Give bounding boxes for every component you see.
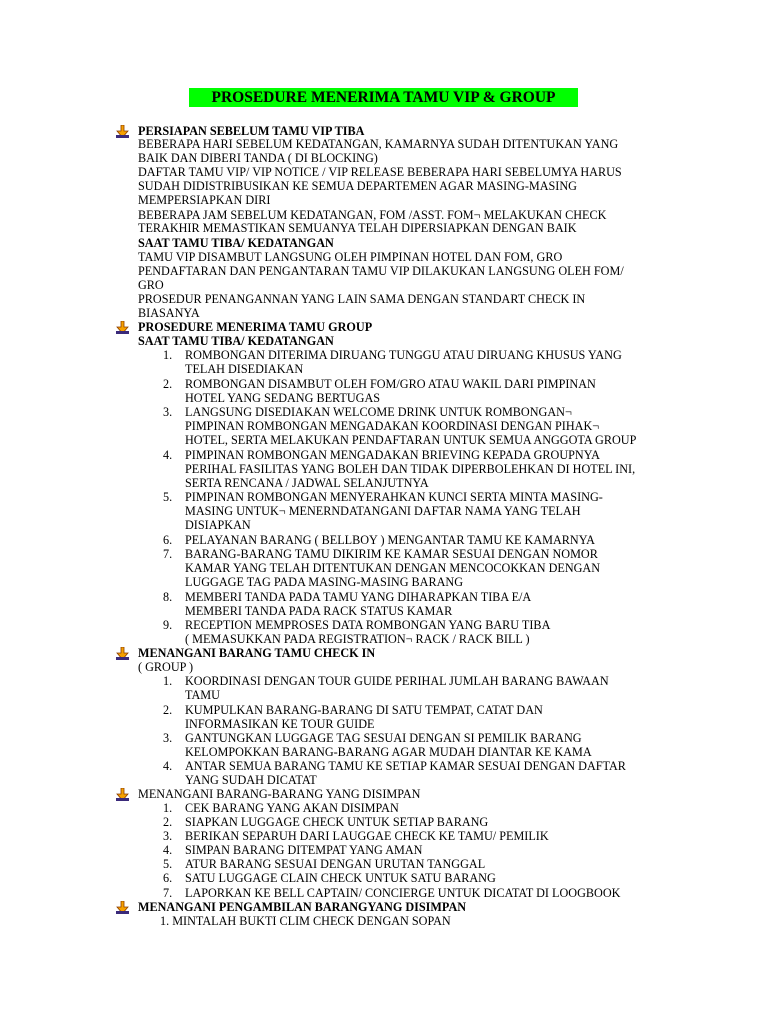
text-line: TELAH DISEDIAKAN	[185, 362, 304, 376]
text-line: PIMPINAN ROMBONGAN MENYERAHKAN KUNCI SERTA MINTA MASING-	[185, 490, 603, 504]
text-line: PROSEDURE MENERIMA TAMU GROUP	[138, 320, 373, 334]
text-line: SUDAH DIDISTRIBUSIKAN KE SEMUA DEPARTEMEN AGAR MASING-MASING	[138, 179, 577, 193]
arrow-bullet-icon	[116, 901, 129, 914]
text-line: SERTA RENCANA / JADWAL SELANJUTNYA	[185, 476, 429, 490]
text-line: CEK BARANG YANG AKAN DISIMPAN	[185, 801, 399, 815]
list-number: 3.	[163, 731, 173, 745]
text-line: ( MEMASUKKAN PADA REGISTRATION¬ RACK / RACK BILL )	[185, 632, 530, 646]
arrow-bullet-icon	[116, 647, 129, 660]
text-line: SAAT TAMU TIBA/ KEDATANGAN	[138, 236, 334, 250]
text-line: LANGSUNG DISEDIAKAN WELCOME DRINK UNTUK ROMBONGAN¬	[185, 405, 572, 419]
text-line: GANTUNGKAN LUGGAGE TAG SESUAI DENGAN SI PEMILIK BARANG	[185, 731, 582, 745]
text-line: TAMU VIP DISAMBUT LANGSUNG OLEH PIMPINAN HOTEL DAN FOM, GRO	[138, 250, 563, 264]
text-line: PENDAFTARAN DAN PENGANTARAN TAMU VIP DILAKUKAN LANGSUNG OLEH FOM/	[138, 264, 624, 278]
text-line: KELOMPOKKAN BARANG-BARANG AGAR MUDAH DIANTAR KE KAMA	[185, 745, 592, 759]
list-number: 3.	[163, 405, 173, 419]
text-line: BEBERAPA HARI SEBELUM KEDATANGAN, KAMARNYA SUDAH DITENTUKAN YANG	[138, 137, 619, 151]
text-line: MEMPERSIAPKAN DIRI	[138, 193, 271, 207]
list-number: 4.	[163, 448, 173, 462]
list-number: 3.	[163, 829, 173, 843]
text-line: MENANGANI PENGAMBILAN BARANGYANG DISIMPAN	[138, 900, 467, 914]
text-line: MEMBERI TANDA PADA RACK STATUS KAMAR	[185, 604, 453, 618]
text-line: BIASANYA	[138, 306, 200, 320]
text-line: KUMPULKAN BARANG-BARANG DI SATU TEMPAT, CATAT DAN	[185, 703, 543, 717]
arrow-bullet-icon	[116, 125, 129, 138]
list-number: 4.	[163, 759, 173, 773]
text-line: SIAPKAN LUGGAGE CHECK UNTUK SETIAP BARANG	[185, 815, 489, 829]
text-line: INFORMASIKAN KE TOUR GUIDE	[185, 717, 375, 731]
text-line: SIMPAN BARANG DITEMPAT YANG AMAN	[185, 843, 423, 857]
text-line: RECEPTION MEMPROSES DATA ROMBONGAN YANG BARU TIBA	[185, 618, 551, 632]
text-line: HOTEL YANG SEDANG BERTUGAS	[185, 391, 381, 405]
text-line: BARANG-BARANG TAMU DIKIRIM KE KAMAR SESUAI DENGAN NOMOR	[185, 547, 598, 561]
list-number: 2.	[163, 815, 173, 829]
list-number: 1.	[163, 674, 173, 688]
list-number: 5.	[163, 857, 173, 871]
text-line: BAIK DAN DIBERI TANDA ( DI BLOCKING)	[138, 151, 378, 165]
list-number: 2.	[163, 377, 173, 391]
list-number: 6.	[163, 533, 173, 547]
text-line: GRO	[138, 278, 164, 292]
text-line: SATU LUGGAGE CLAIN CHECK UNTUK SATU BARANG	[185, 871, 496, 885]
text-line: KOORDINASI DENGAN TOUR GUIDE PERIHAL JUMLAH BARANG BAWAAN	[185, 674, 609, 688]
text-line: PROSEDUR PENANGANNAN YANG LAIN SAMA DENGAN STANDART CHECK IN	[138, 292, 586, 306]
text-line: DAFTAR TAMU VIP/ VIP NOTICE / VIP RELEASE BEBERAPA HARI SEBELUMYA HARUS	[138, 165, 622, 179]
text-line: SAAT TAMU TIBA/ KEDATANGAN	[138, 334, 334, 348]
text-line: ROMBONGAN DISAMBUT OLEH FOM/GRO ATAU WAKIL DARI PIMPINAN	[185, 377, 596, 391]
text-line: PERIHAL FASILITAS YANG BOLEH DAN TIDAK DIPERBOLEHKAN DI HOTEL INI,	[185, 462, 636, 476]
text-line: MEMBERI TANDA PADA TAMU YANG DIHARAPKAN TIBA E/A	[185, 590, 532, 604]
list-number: 6.	[163, 871, 173, 885]
arrow-bullet-icon	[116, 788, 129, 801]
text-line: ROMBONGAN DITERIMA DIRUANG TUNGGU ATAU DIRUANG KHUSUS YANG	[185, 348, 622, 362]
text-line: HOTEL, SERTA MELAKUKAN PENDAFTARAN UNTUK SEMUA ANGGOTA GROUP	[185, 433, 637, 447]
text-line: TERAKHIR MEMASTIKAN SEMUANYA TELAH DIPERSIAPKAN DENGAN BAIK	[138, 221, 577, 235]
text-line: 1. MINTALAH BUKTI CLIM CHECK DENGAN SOPAN	[160, 914, 451, 928]
document-title: PROSEDURE MENERIMA TAMU VIP & GROUP	[189, 88, 578, 107]
list-number: 5.	[163, 490, 173, 504]
text-line: MASING UNTUK¬ MENERNDATANGANI DAFTAR NAMA YANG TELAH	[185, 504, 581, 518]
text-line: LUGGAGE TAG PADA MASING-MASING BARANG	[185, 575, 464, 589]
list-number: 8.	[163, 590, 173, 604]
text-line: PELAYANAN BARANG ( BELLBOY ) MENGANTAR TAMU KE KAMARNYA	[185, 533, 595, 547]
text-line: DISIAPKAN	[185, 518, 251, 532]
text-line: BERIKAN SEPARUH DARI LAUGGAE CHECK KE TAMU/ PEMILIK	[185, 829, 549, 843]
text-line: LAPORKAN KE BELL CAPTAIN/ CONCIERGE UNTUK DICATAT DI LOOGBOOK	[185, 886, 621, 900]
list-number: 7.	[163, 886, 173, 900]
text-line: KAMAR YANG TELAH DITENTUKAN DENGAN MENCOCOKKAN DENGAN	[185, 561, 601, 575]
text-line: ATUR BARANG SESUAI DENGAN URUTAN TANGGAL	[185, 857, 486, 871]
text-line: TAMU	[185, 688, 220, 702]
text-line: PIMPINAN ROMBONGAN MENGADAKAN BRIEVING KEPADA GROUPNYA	[185, 448, 600, 462]
text-line: PIMPINAN ROMBONGAN MENGADAKAN KOORDINASI DENGAN PIHAK¬	[185, 419, 600, 433]
text-line: MENANGANI BARANG TAMU CHECK IN	[138, 646, 376, 660]
list-number: 2.	[163, 703, 173, 717]
list-number: 1.	[163, 801, 173, 815]
list-number: 7.	[163, 547, 173, 561]
text-line: PERSIAPAN SEBELUM TAMU VIP TIBA	[138, 124, 365, 138]
list-number: 4.	[163, 843, 173, 857]
text-line: MENANGANI BARANG-BARANG YANG DISIMPAN	[138, 787, 421, 801]
text-line: YANG SUDAH DICATAT	[185, 773, 317, 787]
text-line: ANTAR SEMUA BARANG TAMU KE SETIAP KAMAR SESUAI DENGAN DAFTAR	[185, 759, 626, 773]
text-line: BEBERAPA JAM SEBELUM KEDATANGAN, FOM /ASST. FOM¬ MELAKUKAN CHECK	[138, 208, 607, 222]
list-number: 9.	[163, 618, 173, 632]
text-line: ( GROUP )	[138, 660, 194, 674]
arrow-bullet-icon	[116, 321, 129, 334]
list-number: 1.	[163, 348, 173, 362]
